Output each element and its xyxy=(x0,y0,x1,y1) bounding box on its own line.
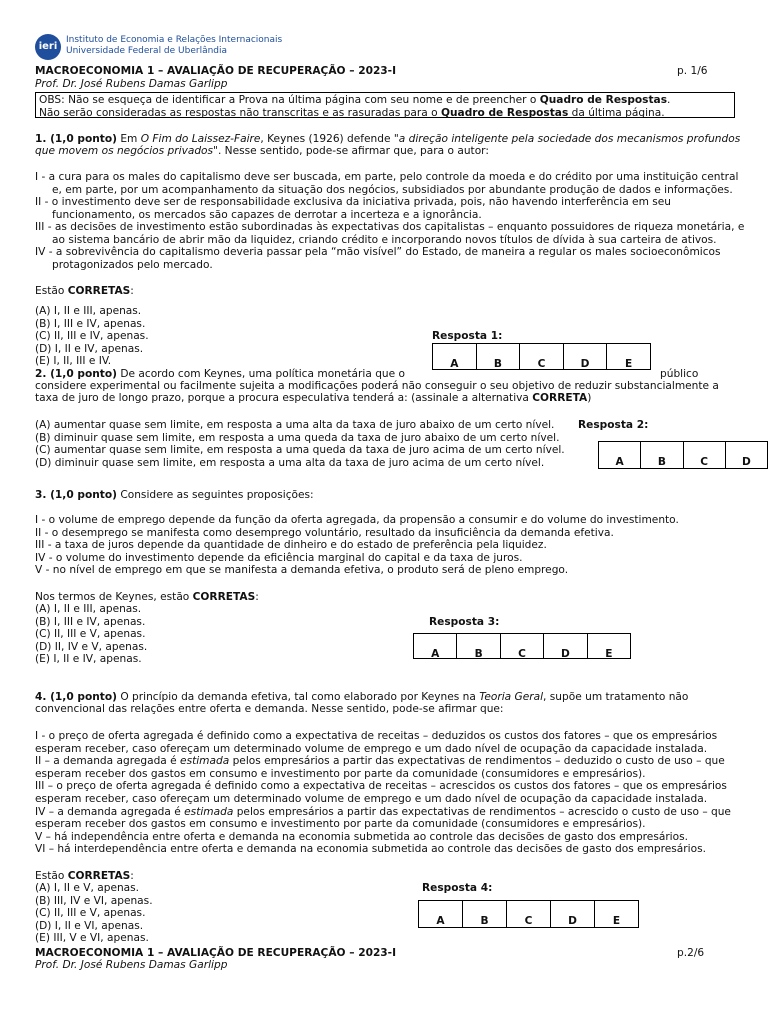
answer-3-cell-a[interactable]: A xyxy=(414,634,457,658)
q4-correct-label: Estão CORRETAS: xyxy=(35,870,134,882)
q3-item-3: III - a taxa de juros depende da quantidade de dinheiro e do estado de preferência pela liquidez. xyxy=(35,539,547,552)
q1-item-3: III - as decisões de investimento estão subordinadas às expectativas dos capitalistas – enquanto possuidores de riqueza monetária, e ao sistema bancário de abrir mão da liquidez, criando crédito e incorporando novos títulos de dívida à sua carteira de ativos. xyxy=(35,221,745,246)
answer-3-grid xyxy=(413,633,631,659)
q3-option-b[interactable]: (B) I, III e IV, apenas. xyxy=(35,615,146,628)
q3-item-2: II - o desemprego se manifesta como desemprego voluntário, resultado da insuficiência da demanda efetiva. xyxy=(35,526,614,539)
q2-intro-line-2: considere experimental ou facilmente sujeita a modificações poderá não conseguir o seu objetivo de reduzir substancialmente a xyxy=(35,380,719,392)
answer-1-cell-a[interactable]: A xyxy=(433,344,477,369)
answer-3-cell-d[interactable]: D xyxy=(544,634,587,658)
q4-option-a[interactable]: (A) I, II e V, apenas. xyxy=(35,882,140,894)
answer-1-cell-e[interactable]: E xyxy=(625,358,633,370)
q1-option-e[interactable]: (E) I, II, III e IV. xyxy=(35,355,112,368)
q3-item-5: V - no nível de emprego em que se manifesta a demanda efetiva, o produto será de pleno emprego. xyxy=(35,564,569,577)
q1-option-a[interactable]: (A) I, II e III, apenas. xyxy=(35,305,142,317)
q1-option-c[interactable]: (C) II, III e IV, apenas. xyxy=(35,330,149,343)
q2-option-c[interactable]: (C) aumentar quase sem limite, em resposta a uma queda da taxa de juro acima de um certo nível. xyxy=(35,444,565,457)
q1-option-b[interactable]: (B) I, III e IV, apenas. xyxy=(35,317,146,330)
answer-4-cell-c[interactable]: C xyxy=(507,901,551,927)
obs-line-1: OBS: Não se esqueça de identificar a Prova na última página com seu nome e de preencher o Quadro de Respostas. xyxy=(39,94,671,106)
q3-items xyxy=(35,514,679,577)
q2-intro-line-3: taxa de juro de longo prazo, porque a procura especulativa tenderá a: (assinale a alternativa CORRETA) xyxy=(35,392,592,404)
q2-option-d[interactable]: (D) diminuir quase sem limite, em resposta a uma alta da taxa de juro acima de um certo nível. xyxy=(35,456,545,469)
answer-4-grid xyxy=(418,900,639,928)
q4-item-6: VI – há interdependência entre oferta e demanda na economia submetida ao controle das decisões de gasto dos empresários. xyxy=(35,843,706,856)
q4-intro-line-1: 4. (1,0 ponto) O princípio da demanda efetiva, tal como elaborado por Keynes na Teoria Geral, supõe um tratamento não xyxy=(35,691,689,703)
q1-intro-line-1: 1. (1,0 ponto) Em O Fim do Laissez-Faire, Keynes (1926) defende "a direção inteligente pela sociedade dos mecanismos profundos xyxy=(35,133,741,145)
q1-item-4: IV - a sobrevivência do capitalismo deveria passar pela “mão visível” do Estado, de maneira a regular os males socioeconômicos protagonizados pelo mercado. xyxy=(35,246,721,271)
q2-intro-line-1-end: público xyxy=(660,368,699,380)
q3-correct-label: Nos termos de Keynes, estão CORRETAS: xyxy=(35,591,259,603)
answer-1-label: Resposta 1: xyxy=(432,330,503,342)
q1-option-d[interactable]: (D) I, II e IV, apenas. xyxy=(35,342,144,355)
answer-2-label: Resposta 2: xyxy=(578,419,649,431)
answer-1-grid xyxy=(432,343,651,370)
q3-options xyxy=(35,603,147,666)
q4-item-2: II – a demanda agregada é estimada pelos empresários a partir das expectativas de rendimentos – deduzido o custo de uso – que esperam receber dos gastos em consumo e investimento por parte da comunidade (consumidores e empresários). xyxy=(35,755,725,780)
q3-option-d[interactable]: (D) II, IV e V, apenas. xyxy=(35,640,148,653)
q4-items xyxy=(35,730,731,856)
q4-item-4: IV – a demanda agregada é estimada pelos empresários a partir das expectativas de rendimentos – acrescido o custo de uso – que esperam receber dos gastos em consumo e investimento por parte da comunidade (consumidores e empresários). xyxy=(35,805,731,831)
q2-option-a[interactable]: (A) aumentar quase sem limite, em resposta a uma alta da taxa de juro abaixo de um certo nível. xyxy=(35,419,555,431)
answer-2-cell-a[interactable]: A xyxy=(599,442,641,468)
answer-3-cell-e[interactable]: E xyxy=(605,648,613,660)
obs-box xyxy=(35,92,735,118)
answer-3-cell-c[interactable]: C xyxy=(501,634,544,658)
q4-option-e[interactable]: (E) III, V e VI, apenas. xyxy=(35,932,149,945)
answer-1-cell-c[interactable]: C xyxy=(520,344,564,369)
q4-item-1: I - o preço de oferta agregada é definido como a expectativa de receitas – deduzidos os custos dos fatores – que os empresários esperam receber, caso ofereçam um determinado volume de emprego e um dado nível de ocupação da capacidade instalada. xyxy=(35,730,718,755)
answer-1-cell-b[interactable]: B xyxy=(477,344,521,369)
q4-intro-line-2: convencional das relações entre oferta e demanda. Nesse sentido, pode-se afirmar que: xyxy=(35,703,504,715)
university-name: Universidade Federal de Uberlândia xyxy=(66,46,228,56)
q3-option-c[interactable]: (C) II, III e V, apenas. xyxy=(35,628,146,641)
exam-title: MACROECONOMIA 1 – AVALIAÇÃO DE RECUPERAÇÃO – 2023-I xyxy=(35,65,397,77)
answer-1-cell-d[interactable]: D xyxy=(564,344,608,369)
next-page-number: p.2/6 xyxy=(677,947,705,959)
answer-2-grid xyxy=(598,441,768,469)
q3-option-a[interactable]: (A) I, II e III, apenas. xyxy=(35,603,142,615)
answer-4-cell-a[interactable]: A xyxy=(419,901,463,927)
professor-name: Prof. Dr. José Rubens Damas Garlipp xyxy=(35,78,228,90)
answer-4-cell-b[interactable]: B xyxy=(463,901,507,927)
answer-3-cell-b[interactable]: B xyxy=(457,634,500,658)
q1-options xyxy=(35,305,149,368)
answer-2-cell-d[interactable]: D xyxy=(741,456,751,468)
q2-intro-line-1: 2. (1,0 ponto) De acordo com Keynes, uma política monetária que o xyxy=(35,368,406,380)
q1-item-2: II - o investimento deve ser de responsabilidade exclusiva da iniciativa privada, pois, não havendo interferência em seu funcionamento, os mercados são capazes de derrotar a incerteza e a ignorância. xyxy=(35,196,672,221)
q3-intro: 3. (1,0 ponto) Considere as seguintes proposições: xyxy=(35,489,314,501)
institute-logo: ieri xyxy=(35,34,61,60)
page-number: p. 1/6 xyxy=(677,65,708,77)
q2-option-b[interactable]: (B) diminuir quase sem limite, em resposta a uma queda da taxa de juro abaixo de um certo nível. xyxy=(35,431,560,444)
answer-4-cell-e[interactable]: E xyxy=(612,915,621,927)
q3-option-e[interactable]: (E) I, II e IV, apenas. xyxy=(35,653,142,666)
answer-3-label: Resposta 3: xyxy=(429,616,500,628)
q1-correct-label: Estão CORRETAS: xyxy=(35,285,134,297)
answer-2-cell-b[interactable]: B xyxy=(641,442,683,468)
q4-option-d[interactable]: (D) I, II e VI, apenas. xyxy=(35,919,144,932)
q4-option-b[interactable]: (B) III, IV e VI, apenas. xyxy=(35,894,153,907)
q3-item-4: IV - o volume do investimento depende da eficiência marginal do capital e da taxa de juros. xyxy=(35,551,523,564)
q4-options xyxy=(35,882,153,945)
q4-item-3: III – o preço de oferta agregada é definido como a expectativa de receitas – acrescidos os custos dos fatores – que os empresários esperam receber, caso ofereçam um determinado volume de emprego e um dado nível de ocupação da capacidade instalada. xyxy=(35,780,727,805)
institute-name: Instituto de Economia e Relações Internacionais xyxy=(66,35,283,45)
q1-item-1: I - a cura para os males do capitalismo deve ser buscada, em parte, pelo controle da moeda e do crédito por uma instituição central e, em parte, por um acompanhamento da situação dos negócios, subsidiados por abundante produção de dados e informações. xyxy=(35,171,739,196)
next-page-title: MACROECONOMIA 1 – AVALIAÇÃO DE RECUPERAÇÃO – 2023-I xyxy=(35,947,397,959)
answer-4-label: Resposta 4: xyxy=(422,882,493,894)
next-page-professor: Prof. Dr. José Rubens Damas Garlipp xyxy=(35,959,228,971)
answer-2-cell-c[interactable]: C xyxy=(684,442,726,468)
q2-options xyxy=(35,419,565,469)
q4-item-5: V – há independência entre oferta e demanda na economia submetida ao controle das decisões de gasto dos empresários. xyxy=(35,830,688,843)
q4-option-c[interactable]: (C) II, III e V, apenas. xyxy=(35,907,146,920)
q1-intro-line-2: que movem os negócios privados". Nesse sentido, pode-se afirmar que, para o autor: xyxy=(35,145,489,157)
obs-line-2: Não serão consideradas as respostas não transcritas e as rasuradas para o Quadro de Respostas da última página. xyxy=(39,106,665,119)
q3-item-1: I - o volume de emprego depende da função da oferta agregada, da propensão a consumir e do volume do investimento. xyxy=(35,514,679,526)
answer-4-cell-d[interactable]: D xyxy=(551,901,595,927)
